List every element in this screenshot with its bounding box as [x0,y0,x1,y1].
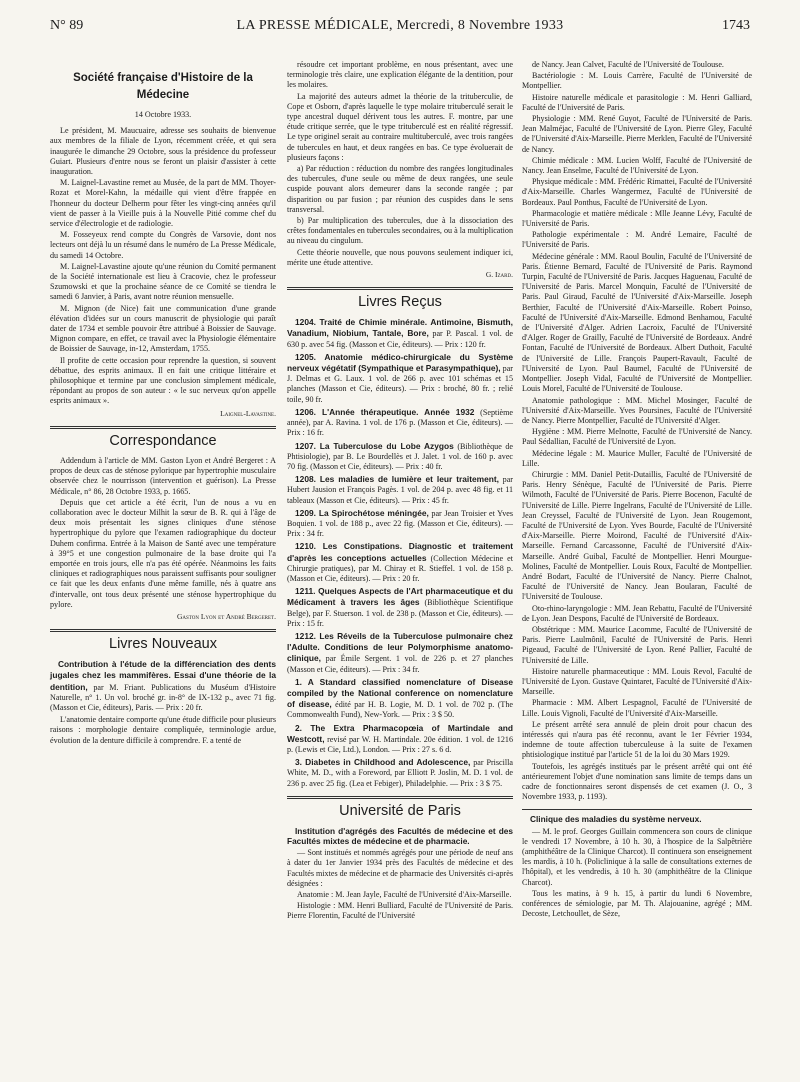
society-paragraph: Le président, M. Maucuaire, adresse ses souhaits de bienvenue aux membres de la filiale de Lyon, récemment créée, et qui sera inaugurée le dimanche 29 Octobre, sous la présidence du professeur Guiart. Plusieurs d'entre nous se feront un plaisir d'assister à cette inauguration. [50,126,276,177]
book-entry [287,441,513,473]
correspondance-title: Correspondance [109,432,217,449]
book-title: 1211. Quelques Aspects de l'Art pharmaceutique et du Médicament à travers les âges [287,586,513,608]
clinique-paragraph: Tous les matins, à 9 h. 15, à partir du lundi 6 Novembre, conférences de sémiologie, par M. Th. Alajouanine, agrégé ; MM. Decoste, Letchoullet, de Sèze, [522,888,752,919]
review-paragraph: a) Par réduction : réduction du nombre des rangées longitudinales des tubercules, d'une seule ou même de deux rangées, une seule cuspide pouvant alors demeurer dans la seconde rangée ; par disparition ou par fusion ; par réunion des cuspides dans le sens transversal. [287,164,513,214]
clinique-body [522,827,752,920]
issue-number: N° 89 [50,18,84,33]
correspondance-body [50,456,276,610]
review-paragraph: Cette théorie nouvelle, que nous pouvons seulement indiquer ici, mérite une étude attentive. [287,247,513,267]
agreges-paragraph: Pharmacologie et matière médicale : Mlle Jeanne Lévy, Faculté de l'Université de Paris. [522,208,752,229]
correspondance-signature: Gaston Lyon et André Bergeret. [176,611,276,621]
review-paragraph: résoudre cet important problème, en nous présentant, avec une terminologie très claire, une explication élégante de la dentition, pour les molaires. [287,60,513,90]
book-entry [287,631,513,675]
section-divider [50,426,276,429]
agreges-paragraph: Obstétrique : MM. Maurice Lacomme, Faculté de l'Université de Paris. Pierre Laulmônil, Faculté de l'Université de Paris. Henri Pigeaud, Faculté de l'Université de Lyon. René Pallier, Faculté de l'Université de Lille. [522,624,752,665]
book-title: 1. A Standard classified nomenclature of Disease compiled by the National conference on nomenclature of disease, [287,676,513,710]
book-details: édité par H. B. Logie, M. D. 1 vol. de 702 p. (The Commonwealth Fund), New-York. — Prix : 3 $ 50. [287,700,513,720]
livres-nouveaux-title: Livres Nouveaux [109,636,217,653]
universite-paragraph: Histologie : MM. Henri Bulliard, Faculté de l'Université de Paris. Pierre Florentin, Faculté de l'Université [287,901,513,921]
clinique-paragraph: — M. le prof. Georges Guillain commencera son cours de clinique le vendredi 17 Novembre, à 10 h. 30, à l'hospice de la Salpêtrière (amphithéâtre de la Clinique Charcot). Il continuera son enseignement les mardis, à 10 h. (Policlinique à la salle de consultations externes de l'hôpital), et les vendredis, à 10 h. 30 (amphithéâtre de la Clinique Charcot). [522,826,752,887]
society-paragraph: M. Laignel-Lavastine ajoute qu'une réunion du Comité permanent de la Société internationale est lieu à Cracovie, chez le professeur Szumowski et que la prochaine séance de ce Comité se tiendra le samedi 6 Janvier, à Paris, avant notre réunion mensuelle. [50,261,276,302]
journal-title: LA PRESSE MÉDICALE, Mercredi, 8 Novembre 1933 [236,18,564,33]
book-entry [287,407,513,439]
book-title: 2. The Extra Pharmacopœia of Martindale and Westcott, [287,722,513,744]
agreges-paragraph: Toutefois, les agrégés institués par le présent arrêté qui ont été antérieurement l'objet d'une nomination sans limite de temps dans un cadre de fonctionnaires seront dispensés de cet examen (J. O., 3 Novembre 1933, p. 1193). [522,761,752,802]
book-details: par M. Friant. Publications du Muséum d'Histoire Naturelle, n° 1. Un vol. broché gr. in-8° de IX-132 p., avec 71 fig. (Masson et Cie, éditeurs), Paris. — Prix : 20 fr. [50,682,276,712]
universite-title: Université de Paris [339,802,461,819]
book-title: 1209. La Spirochétose méningée, [295,507,429,518]
agreges-paragraph: Pathologie expérimentale : M. André Lemaire, Faculté de l'Université de Paris. [522,230,752,250]
book-details: (Collection Médecine et Chirurgie pratiques), par M. Chiray et R. Stieffel. 1 vol. de 158 p. (Masson et Cie, éditeurs). — Prix : 20 fr. [287,553,513,583]
book-details: par Jean Troisier et Yves Boquien. 1 vol. de 188 p., avec 22 fig. (Masson et Cie, éditeurs). — Prix : 34 fr. [287,508,513,539]
society-paragraph: Il profite de cette occasion pour reprendre la question, si souvent débattue, des esprits animaux. Il en fait une critique littéraire et philosophique et termine par une conclusion simplement médicale, répondant au propos de son auteur : « le suc nerveux qu'on appelle esprits animaux ». [50,355,276,406]
review-signature: G. Izard. [485,270,513,280]
book-title: 1208. Les maladies de lumière et leur traitement, [295,474,500,485]
agreges-paragraph: Chimie médicale : MM. Lucien Wolff, Faculté de l'Université de Nancy. Jean Enselme, Faculté de l'Université de Lyon. [522,155,752,176]
book-details: par J. Delmas et G. Laux. 1 vol. de 266 p. avec 101 schémas et 15 planches (Masson et Cie, éditeurs). — Prix : broché, 80 fr. ; relié toile, 90 fr. [287,364,513,404]
book-details: (Septième année), par A. Ravina. 1 vol. de 176 p. (Masson et Cie, éditeurs). — Prix : 16 fr. [287,407,513,438]
books-received-list [287,317,513,789]
agreges-paragraph: Physique médicale : MM. Frédéric Rimattei, Faculté de l'Université d'Aix-Marseille. Charles Wangermez, Faculté de l'Université de Bordeaux. Paul Ponthus, Faculté de l'Université de Lyon. [522,177,752,207]
universite-paragraph: — Sont institués et nommés agrégés pour une période de neuf ans à dater du 1er Janvier 1934 près des Facultés de médecine et des Facultés mixtes de médecine et de pharmacie des Universités ci-après désignées : [287,848,513,888]
book-entry [50,659,276,713]
column-2 [287,60,513,923]
book-title: 1206. L'Année thérapeutique. Année 1932 [295,406,475,417]
review-continued [287,60,513,268]
society-title: Société française d'Histoire de la Médecine [73,72,253,101]
correspondance-paragraph: Depuis que cet article a été écrit, l'un de nous a vu en collaboration avec le docteur Milhit la sœur de B. R. qui à l'âge de deux mois présentait les signes cliniques d'une sténose hypertrophique du pylore que l'examen radiographique du docteur Duhem confirma. Entrée à la Maison de Santé avec une température à 39°5 et une congestion pulmonaire de la base droite qui l'a emportée en trois jours, elle n'a pas été opérée. Néanmoins les faits cliniques et radiographiques nous paraissent suffisants pour souligner ce fait que les deux enfants d'une même famille, nés à quatre ans d'intervalle, ont tous deux présenté une sténose hypertrophique du pylore. [50,497,276,609]
agreges-paragraph: Physiologie : MM. René Guyot, Faculté de l'Université de Paris. Jean Malméjac, Faculté de l'Université de Lyon. Pierre Gley, Faculté de l'Université d'Aix-Marseille. Pierre Merklen, Faculté de l'Université de Nancy. [522,114,752,154]
book-details: par P. Pascal. 1 vol. de 630 p. avec 54 fig. (Masson et Cie, éditeurs). — Prix : 120 fr. [287,329,513,349]
agreges-paragraph: Anatomie pathologique : MM. Michel Mosinger, Faculté de l'Université d'Aix-Marseille. Yves Poursines, Faculté de l'Université de Nancy. Pierre Montpellier, Faculté de l'Université d'Alger. [522,395,752,425]
agreges-paragraph: Bactériologie : M. Louis Carrère, Faculté de l'Université de Montpellier. [522,71,752,91]
book-entry [287,757,513,789]
section-divider [50,629,276,632]
society-date: 14 Octobre 1933. [134,110,192,119]
section-divider [287,796,513,799]
book-title: 1205. Anatomie médico-chirurgicale du Système nerveux végétatif (Sympathique et Parasympathique), [287,351,513,374]
column-3 [522,60,752,920]
agreges-paragraph: Pharmacie : MM. Albert Lespagnol, Faculté de l'Université de Lille. Louis Vignoli, Faculté de l'Université d'Aix-Marseille. [522,698,752,718]
agreges-paragraph: Chirurgie : MM. Daniel Petit-Dutaillis, Faculté de l'Université de Paris. Henry Sénèque, Faculté de l'Université de Paris. Pierre Wilmoth, Faculté de l'Université de Paris. Pierre Bocenon, Faculté de l'Université de Lille. Pierre Ingelrans, Faculté de l'Université de Lille. Jean Creyssel, Faculté de l'Université de Lyon. Jean Rougemont, Faculté de l'Université de Lyon. Yves Bourde, Faculté de l'Université d'Aix-Marseille. Pierre Moirond, Faculté de l'Université d'Aix-Marseille. Fernand Carcassonne, Faculté de l'Université d'Aix-Marseille. André Guibal, Faculté de Montpellier. Henri Mourgue-Molines, Faculté de Montpellier. Louis Roux, Faculté de Montpellier. André Bodart, Faculté de l'Université de Nancy. Pierre Chalnot, Faculté de l'Université de Nancy. Jean Boularan, Faculté de l'Université de Toulouse. [522,469,752,602]
book-title: Contribution à l'étude de la différenciation des dents jugales chez les mammifères. Essai d'une théorie de la dentition, [50,659,276,692]
section-divider [287,287,513,290]
book-details: revisé par W. H. Martindale. 20e édition. 1 vol. de 1216 p. (Lewis et Cie, Ltd.), London. — Prix : 27 s. 6 d. [287,734,513,754]
book-title: 1212. Les Réveils de la Tuberculose pulmonaire chez l'Adulte. Conditions de leur Polymorphisme anatomo-clinique, [287,630,513,664]
agreges-paragraph: de Nancy. Jean Calvet, Faculté de l'Université de Toulouse. [532,60,724,69]
book-details: (Bibliothèque de Phtisiologie), par B. Le Bourdellès et J. Jalet. 1 vol. de 160 p. avec 70 fig. (Masson et Cie, éditeurs). — Prix : 40 fr. [287,441,513,471]
agreges-paragraph: Médecine légale : M. Maurice Muller, Faculté de l'Université de Lille. [522,448,752,468]
clinique-subheading: Clinique des maladies du système nerveux. [530,814,702,825]
book-entry [287,723,513,756]
running-header [50,18,750,36]
livres-recus-title: Livres Reçus [358,294,442,311]
book-title: 1207. La Tuberculose du Lobe Azygos [295,440,454,451]
society-body [50,126,276,406]
universite-body [287,848,513,921]
agreges-paragraph: Oto-rhino-laryngologie : MM. Jean Rebattu, Faculté de l'Université de Lyon. Jean Despons, Faculté de l'Université de Bordeaux. [522,603,752,623]
review-paragraph: La majorité des auteurs admet la théorie de la trituberculie, de Cope et Osborn, d'après laquelle le type molaire trituberculé serait le type ancestral duquel dérivent tous les autres. F. montre, par une étude critique serrée, que le type trituberculé est en réalité régressif. Le type originel serait au contraire multituberculé, avec trois rangées de tubercules en haut, et deux rangées en bas. Ce type évoluerait de plusieurs façons : [287,91,513,162]
society-paragraph: M. Mignon (de Nice) fait une communication d'une grande élévation d'idées sur un cours manuscrit de physiologie qui paraît dater de 1734 et semble pouvoir être attribué à Boissier de Sauvage. Mignon compare, en effet, ce travail avec la Physiologie élémentaire de Boissier de Sauvage, in-12, Amsterdam, 1755. [50,303,276,354]
agreges-paragraph: Le présent arrêté sera annulé de plein droit pour chacun des intéressés qui n'aura pas été reconnu, avant le 1er Février 1934, indemne de toute affection tuberculeuse à la suite de l'examen phtisiologique institué par l'article 51 de la loi du 30 Mars 1929. [522,719,752,760]
book-entry [287,317,513,350]
book-title: 1204. Traité de Chimie minérale. Antimoine, Bismuth, Vanadium, Niobium, Tantale, Bore, [287,317,513,339]
society-signature: Laignel-Lavastine. [220,408,276,418]
book-details: par Priscilla White, M. D., with a Foreword, par Elliott P. Joslin, M. D. 1 vol. de 236 p. avec 25 fig. (Lea et Febiger), Philadelphie. — Prix : 3 $ 75. [287,758,513,788]
book-details: (Bibliothèque Scientifique Belge), par F. Stuerson. 1 vol. de 238 p. (Masson et Cie, éditeurs). — Prix : 15 fr. [287,598,513,628]
book-entry [287,474,513,506]
agreges-paragraph: Histoire naturelle médicale et parasitologie : M. Henri Galliard, Faculté de l'Université de Paris. [522,92,752,112]
society-paragraph: M. Fosseyeux rend compte du Congrès de Varsovie, dont nos lecteurs ont déjà lu un résumé dans le numéro de La Presse Médicale, du samedi 14 Octobre. [50,230,276,260]
book-details: par Émile Sergent. 1 vol. de 226 p. et 27 planches (Masson et Cie, éditeurs). — Prix : 34 fr. [287,654,514,674]
society-paragraph: M. Laignel-Lavastine remet au Musée, de la part de MM. Thoyer-Rozat et Morel-Kahn, la médaille qui vient d'être frappée en l'honneur du docteur Delherm pour fêter les vingt-cinq années qu'il vient de passer à la Vieille puis à la Nouvelle Pitié comme chef du service d'électrologie et de radiologie. [50,178,276,229]
agreges-paragraph: Hygiène : MM. Pierre Melnotte, Faculté de l'Université de Nancy. Paul Sédallian, Faculté de l'Université de Lyon. [522,427,752,447]
agreges-paragraph: Médecine générale : MM. Raoul Boulin, Faculté de l'Université de Paris. Étienne Bernard, Faculté de l'Université de Paris. Raymond Turpin, Faculté de l'Université de Paris. Jacques Haguenau, Faculté de l'Université de Paris. Marcel Monquin, Faculté de l'Université de Paris. Paul Giraud, Faculté de l'Université d'Aix-Marseille. Joseph Berthier, Faculté de l'Université d'Aix-Marseille. Robert Poinso, Faculté de l'Université d'Aix-Marseille. Edmond Benhamou, Faculté de l'Université d'Alger. Adrien Lacroix, Faculté de l'Université d'Alger. Roger de Grailly, Faculté de l'Université de Bordeaux. André Fontan, Faculté de l'Université de Bordeaux. Albert Duthoit, Faculté de l'Université de Lille. François Paupert-Ravault, Faculté de l'Université de Lyon. Paul Baumel, Faculté de l'Université de Montpellier. Joseph Vidal, Faculté de l'Université de Montpellier. Louis Morel, Faculté de l'Université de Toulouse. [522,251,752,394]
book-entry [287,677,513,721]
review-paragraph: L'anatomie dentaire comporte qu'une étude difficile pour plusieurs raisons : morphologie dentaire compliquée, terminologie ardue, évolution de la denture difficile à comprendre. F. a tenté de [50,715,276,745]
universite-subheading: Institution d'agrégés des Facultés de médecine et des Facultés mixtes de médecine et de pharmacie. [287,825,513,846]
book-entry [287,508,513,540]
book-title: 3. Diabetes in Childhood and Adolescence, [295,757,471,768]
book-details: par Hubert Jausion et François Pagès. 1 vol. de 204 p. avec 48 fig. et 11 tableaux (Masson et Cie, éditeurs). — Prix : 45 fr. [287,475,513,505]
review-paragraph: b) Par multiplication des tubercules, due à la dissociation des crêtes fondamentales en tubercules secondaires, ou à la multiplication au niveau du cingulum. [287,216,513,246]
correspondance-paragraph: Addendum à l'article de MM. Gaston Lyon et André Bergeret : A propos de deux cas de sténose pylorique par hypertrophie musculaire observée chez le nourrisson (intervention et guérison). La Presse Médicale, n° 86, 28 Octobre 1933, p. 1665. [50,455,276,496]
book-entry [287,586,513,629]
section-divider [522,809,752,810]
book-entry [287,541,513,584]
universite-paragraph: Anatomie : M. Jean Jayle, Faculté de l'Université d'Aix-Marseille. [297,890,512,900]
column-1 [50,60,276,747]
page-number: 1743 [722,18,750,33]
agreges-paragraph: Histoire naturelle pharmaceutique : MM. Louis Revol, Faculté de l'Université de Lyon. Gustave Quintaret, Faculté de l'Université d'Aix-Marseille. [522,666,752,697]
book-entry [287,352,513,405]
agreges-list [522,60,752,802]
book-title: 1210. Les Constipations. Diagnostic et traitement d'après les conceptions actuelles [287,541,513,563]
